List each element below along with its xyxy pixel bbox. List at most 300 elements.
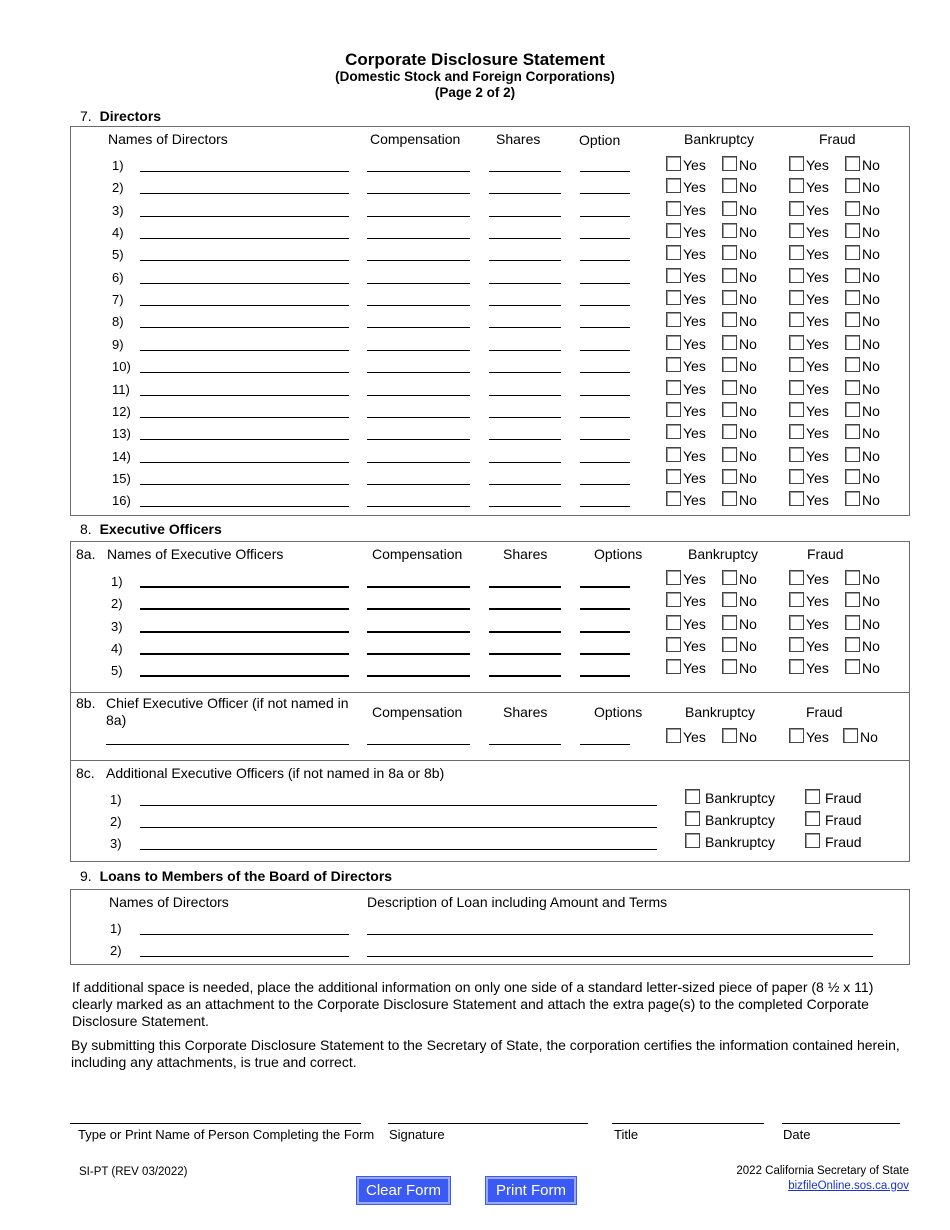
officer-bankruptcy-no-label: No [739, 615, 757, 632]
director-bankruptcy-no-label: No [739, 246, 757, 263]
ceo-bankruptcy-no-checkbox[interactable] [722, 728, 737, 743]
director-fraud-no-checkbox[interactable] [845, 357, 860, 372]
director-fraud-yes-label: Yes [806, 268, 829, 285]
director-shares-field[interactable] [489, 283, 561, 284]
director-bankruptcy-yes-label: Yes [683, 201, 706, 218]
officer-bankruptcy-yes-label: Yes [683, 660, 706, 677]
director-compensation-field[interactable] [367, 260, 470, 261]
copyright: 2022 California Secretary of State [736, 1165, 909, 1177]
director-compensation-field[interactable] [367, 238, 470, 239]
director-bankruptcy-no-label: No [739, 268, 757, 285]
additional-officer-row-number: 1) [110, 792, 122, 807]
director-fraud-yes-checkbox[interactable] [789, 469, 804, 484]
director-bankruptcy-yes-checkbox[interactable] [666, 312, 681, 327]
officer-name-field[interactable] [140, 608, 349, 610]
director-bankruptcy-no-label: No [739, 447, 757, 464]
additional-officer-name-field[interactable] [140, 805, 657, 806]
officer-options-field[interactable] [580, 653, 630, 655]
director-compensation-field[interactable] [367, 305, 470, 306]
director-name-field[interactable] [140, 417, 349, 418]
director-bankruptcy-no-label: No [739, 201, 757, 218]
director-fraud-yes-checkbox[interactable] [789, 312, 804, 327]
officer-bankruptcy-yes-checkbox[interactable] [666, 637, 681, 652]
officers-divider-8c [70, 760, 910, 761]
officer-fraud-no-checkbox[interactable] [845, 637, 860, 652]
officer-fraud-no-checkbox[interactable] [845, 615, 860, 630]
director-option-field[interactable] [580, 506, 630, 507]
director-shares-field[interactable] [489, 238, 561, 239]
director-fraud-yes-label: Yes [806, 492, 829, 509]
additional-officers-title: Additional Executive Officers (if not named in 8a or 8b) [106, 765, 445, 781]
director-fraud-no-checkbox[interactable] [845, 335, 860, 350]
director-fraud-no-label: No [862, 201, 880, 218]
director-row-number: 7) [112, 292, 124, 308]
director-option-field[interactable] [580, 283, 630, 284]
ceo-bankruptcy-yes-checkbox[interactable] [666, 728, 681, 743]
officer-name-field[interactable] [140, 653, 349, 655]
director-option-field[interactable] [580, 216, 630, 217]
director-shares-field[interactable] [489, 216, 561, 217]
officer-bankruptcy-no-label: No [739, 637, 757, 654]
director-compensation-field[interactable] [367, 327, 470, 328]
officer-fraud-no-checkbox[interactable] [845, 659, 860, 674]
director-fraud-no-checkbox[interactable] [845, 491, 860, 506]
director-bankruptcy-no-checkbox[interactable] [722, 312, 737, 327]
ceo-fraud-no-checkbox[interactable] [843, 728, 858, 743]
director-bankruptcy-no-checkbox[interactable] [722, 335, 737, 350]
director-fraud-yes-checkbox[interactable] [789, 178, 804, 193]
director-bankruptcy-yes-checkbox[interactable] [666, 424, 681, 439]
officer-fraud-yes-checkbox[interactable] [789, 592, 804, 607]
director-fraud-no-label: No [862, 268, 880, 285]
directors-names-header: Names of Directors [108, 131, 228, 147]
director-bankruptcy-no-checkbox[interactable] [722, 268, 737, 283]
ceo-options-field[interactable] [580, 744, 630, 745]
director-option-field[interactable] [580, 260, 630, 261]
ceo-compensation-field[interactable] [367, 744, 470, 745]
director-bankruptcy-yes-label: Yes [683, 469, 706, 486]
director-bankruptcy-no-checkbox[interactable] [722, 245, 737, 260]
loan-description-field[interactable] [367, 956, 873, 957]
website-link[interactable]: bizfileOnline.sos.ca.gov [788, 1180, 909, 1192]
director-name-field[interactable] [140, 327, 349, 328]
director-bankruptcy-no-label: No [739, 425, 757, 442]
director-fraud-yes-checkbox[interactable] [789, 268, 804, 283]
officer-fraud-yes-checkbox[interactable] [789, 615, 804, 630]
director-compensation-field[interactable] [367, 171, 470, 172]
director-fraud-no-checkbox[interactable] [845, 402, 860, 417]
loan-director-name-field[interactable] [140, 956, 349, 957]
officer-name-field[interactable] [140, 675, 349, 677]
officers-8c-label: 8c. [76, 765, 95, 781]
officer-options-field[interactable] [580, 631, 630, 633]
directors-section-label: Directors [99, 108, 162, 124]
director-fraud-yes-checkbox[interactable] [789, 335, 804, 350]
title-label: Title [614, 1127, 639, 1142]
director-option-field[interactable] [580, 372, 630, 373]
director-fraud-no-checkbox[interactable] [845, 223, 860, 238]
officer-fraud-yes-checkbox[interactable] [789, 659, 804, 674]
officer-fraud-no-label: No [862, 571, 880, 587]
director-bankruptcy-no-label: No [739, 335, 757, 352]
director-name-field[interactable] [140, 193, 349, 194]
officer-bankruptcy-yes-checkbox[interactable] [666, 659, 681, 674]
director-row-number: 13) [112, 426, 131, 442]
director-bankruptcy-no-label: No [739, 492, 757, 509]
director-compensation-field[interactable] [367, 193, 470, 194]
officer-fraud-no-checkbox[interactable] [845, 570, 860, 585]
director-compensation-field[interactable] [367, 417, 470, 418]
additional-officer-bankruptcy-checkbox[interactable] [685, 833, 700, 848]
director-fraud-yes-label: Yes [806, 224, 829, 241]
additional-officer-fraud-checkbox[interactable] [805, 833, 820, 848]
director-bankruptcy-no-label: No [739, 469, 757, 486]
ceo-bankruptcy-yes-label: Yes [683, 729, 706, 745]
director-fraud-yes-checkbox[interactable] [789, 357, 804, 372]
officer-row-number: 3) [111, 618, 123, 634]
director-fraud-no-checkbox[interactable] [845, 380, 860, 395]
director-fraud-no-label: No [862, 335, 880, 352]
ceo-shares-header: Shares [503, 704, 548, 720]
director-fraud-no-label: No [862, 224, 880, 241]
director-name-field[interactable] [140, 484, 349, 485]
ceo-shares-field[interactable] [489, 744, 561, 745]
director-bankruptcy-yes-checkbox[interactable] [666, 469, 681, 484]
director-shares-field[interactable] [489, 417, 561, 418]
additional-officer-name-field[interactable] [140, 849, 657, 850]
director-option-field[interactable] [580, 193, 630, 194]
director-compensation-field[interactable] [367, 439, 470, 440]
form-title: Corporate Disclosure Statement [345, 50, 605, 69]
officer-options-field[interactable] [580, 586, 630, 588]
director-fraud-no-label: No [862, 380, 880, 397]
director-fraud-yes-label: Yes [806, 425, 829, 442]
director-row-number: 6) [112, 269, 124, 285]
officer-fraud-yes-label: Yes [806, 615, 829, 632]
director-bankruptcy-yes-label: Yes [683, 380, 706, 397]
date-field[interactable] [782, 1123, 900, 1124]
director-name-field[interactable] [140, 305, 349, 306]
director-name-field[interactable] [140, 462, 349, 463]
officer-bankruptcy-yes-checkbox[interactable] [666, 570, 681, 585]
director-bankruptcy-no-checkbox[interactable] [722, 491, 737, 506]
director-fraud-no-label: No [862, 425, 880, 442]
loans-description-header: Description of Loan including Amount and Terms [367, 894, 668, 910]
director-fraud-yes-label: Yes [806, 380, 829, 397]
officer-row-number: 5) [111, 663, 123, 679]
director-bankruptcy-no-checkbox[interactable] [722, 290, 737, 305]
director-option-field[interactable] [580, 305, 630, 306]
director-fraud-yes-label: Yes [806, 313, 829, 330]
director-fraud-yes-checkbox[interactable] [789, 245, 804, 260]
director-bankruptcy-no-checkbox[interactable] [722, 223, 737, 238]
director-bankruptcy-no-label: No [739, 291, 757, 308]
director-name-field[interactable] [140, 506, 349, 507]
officer-bankruptcy-no-checkbox[interactable] [722, 637, 737, 652]
director-fraud-no-checkbox[interactable] [845, 201, 860, 216]
director-fraud-yes-label: Yes [806, 157, 829, 173]
ceo-name-field[interactable] [106, 744, 349, 745]
director-bankruptcy-yes-checkbox[interactable] [666, 223, 681, 238]
director-row-number: 11) [112, 381, 130, 397]
ceo-bankruptcy-no-label: No [739, 729, 757, 745]
director-fraud-no-checkbox[interactable] [845, 447, 860, 462]
director-fraud-yes-label: Yes [806, 402, 829, 419]
ceo-title-line1: Chief Executive Officer (if not named in [106, 695, 349, 711]
additional-officer-bankruptcy-label: Bankruptcy [705, 834, 776, 851]
officer-bankruptcy-no-label: No [739, 571, 757, 587]
officer-shares-field[interactable] [489, 586, 561, 588]
director-bankruptcy-yes-checkbox[interactable] [666, 156, 681, 171]
loans-section-label: Loans to Members of the Board of Directors [99, 868, 393, 884]
officer-shares-field[interactable] [489, 631, 561, 633]
director-option-field[interactable] [580, 417, 630, 418]
director-option-field[interactable] [580, 462, 630, 463]
directors-table [70, 126, 910, 516]
director-bankruptcy-yes-checkbox[interactable] [666, 268, 681, 283]
officer-options-field[interactable] [580, 608, 630, 610]
director-bankruptcy-yes-checkbox[interactable] [666, 402, 681, 417]
ceo-fraud-yes-checkbox[interactable] [789, 728, 804, 743]
director-bankruptcy-yes-checkbox[interactable] [666, 447, 681, 462]
director-shares-field[interactable] [489, 484, 561, 485]
director-name-field[interactable] [140, 260, 349, 261]
page-indicator: (Page 2 of 2) [434, 85, 516, 100]
director-option-field[interactable] [580, 484, 630, 485]
loans-section-number: 9. [80, 868, 92, 884]
officer-bankruptcy-no-checkbox[interactable] [722, 570, 737, 585]
additional-officer-fraud-checkbox[interactable] [805, 811, 820, 826]
officer-bankruptcy-no-checkbox[interactable] [722, 592, 737, 607]
director-fraud-yes-checkbox[interactable] [789, 201, 804, 216]
director-name-field[interactable] [140, 395, 349, 396]
director-bankruptcy-no-label: No [739, 380, 757, 397]
director-compensation-field[interactable] [367, 462, 470, 463]
officer-name-field[interactable] [140, 586, 349, 588]
director-fraud-no-checkbox[interactable] [845, 290, 860, 305]
director-bankruptcy-no-checkbox[interactable] [722, 469, 737, 484]
director-fraud-yes-checkbox[interactable] [789, 402, 804, 417]
officer-compensation-field[interactable] [367, 675, 470, 677]
director-row-number: 15) [112, 470, 131, 486]
director-bankruptcy-yes-checkbox[interactable] [666, 245, 681, 260]
officer-compensation-field[interactable] [367, 631, 470, 633]
director-fraud-yes-checkbox[interactable] [789, 290, 804, 305]
director-bankruptcy-yes-label: Yes [683, 246, 706, 263]
director-compensation-field[interactable] [367, 216, 470, 217]
officer-compensation-field[interactable] [367, 586, 470, 588]
director-shares-field[interactable] [489, 462, 561, 463]
director-bankruptcy-yes-checkbox[interactable] [666, 491, 681, 506]
director-compensation-field[interactable] [367, 506, 470, 507]
clear-form-button[interactable]: Clear Form [357, 1177, 450, 1204]
officer-shares-field[interactable] [489, 653, 561, 655]
director-fraud-yes-checkbox[interactable] [789, 424, 804, 439]
completer-name-label: Type or Print Name of Person Completing the Form [78, 1127, 375, 1142]
officer-row-number: 4) [111, 640, 123, 656]
director-fraud-yes-label: Yes [806, 335, 829, 352]
officers-section-label: Executive Officers [99, 521, 222, 537]
director-bankruptcy-no-label: No [739, 313, 757, 330]
ceo-fraud-header: Fraud [806, 704, 843, 720]
ceo-fraud-yes-label: Yes [806, 729, 829, 745]
director-fraud-no-label: No [862, 157, 880, 173]
director-bankruptcy-yes-checkbox[interactable] [666, 357, 681, 372]
director-shares-field[interactable] [489, 395, 561, 396]
officer-bankruptcy-no-label: No [739, 593, 757, 610]
director-fraud-yes-label: Yes [806, 179, 829, 196]
director-fraud-no-checkbox[interactable] [845, 268, 860, 283]
officer-name-field[interactable] [140, 631, 349, 633]
officer-fraud-no-label: No [862, 593, 880, 610]
officer-fraud-yes-checkbox[interactable] [789, 570, 804, 585]
director-fraud-no-checkbox[interactable] [845, 178, 860, 193]
director-compensation-field[interactable] [367, 350, 470, 351]
director-bankruptcy-yes-checkbox[interactable] [666, 178, 681, 193]
officers-names-header: Names of Executive Officers [107, 546, 284, 562]
director-name-field[interactable] [140, 350, 349, 351]
director-bankruptcy-no-checkbox[interactable] [722, 402, 737, 417]
director-row-number: 2) [112, 180, 124, 196]
director-bankruptcy-yes-checkbox[interactable] [666, 380, 681, 395]
director-bankruptcy-no-checkbox[interactable] [722, 357, 737, 372]
director-shares-field[interactable] [489, 171, 561, 172]
additional-officer-fraud-label: Fraud [825, 834, 862, 851]
director-bankruptcy-no-checkbox[interactable] [722, 156, 737, 171]
director-option-field[interactable] [580, 327, 630, 328]
print-form-button[interactable]: Print Form [486, 1177, 576, 1204]
director-compensation-field[interactable] [367, 372, 470, 373]
director-shares-field[interactable] [489, 260, 561, 261]
director-shares-field[interactable] [489, 372, 561, 373]
officer-bankruptcy-yes-checkbox[interactable] [666, 592, 681, 607]
officer-fraud-yes-label: Yes [806, 593, 829, 610]
director-compensation-field[interactable] [367, 395, 470, 396]
officer-fraud-no-label: No [862, 637, 880, 654]
additional-officer-bankruptcy-checkbox[interactable] [685, 811, 700, 826]
officer-bankruptcy-yes-checkbox[interactable] [666, 615, 681, 630]
director-bankruptcy-no-checkbox[interactable] [722, 178, 737, 193]
director-name-field[interactable] [140, 238, 349, 239]
director-bankruptcy-no-checkbox[interactable] [722, 201, 737, 216]
director-bankruptcy-no-label: No [739, 179, 757, 196]
date-label: Date [783, 1127, 811, 1142]
additional-officer-fraud-checkbox[interactable] [805, 789, 820, 804]
officer-bankruptcy-yes-label: Yes [683, 615, 706, 632]
directors-option-header: Option [579, 132, 621, 148]
additional-officer-bankruptcy-checkbox[interactable] [685, 789, 700, 804]
director-bankruptcy-yes-checkbox[interactable] [666, 335, 681, 350]
director-bankruptcy-no-checkbox[interactable] [722, 447, 737, 462]
director-name-field[interactable] [140, 439, 349, 440]
directors-section-title [80, 108, 161, 124]
loan-row-number: 2) [110, 943, 122, 958]
loan-description-field[interactable] [367, 934, 873, 935]
director-name-field[interactable] [140, 283, 349, 284]
signature-label: Signature [389, 1127, 445, 1142]
director-bankruptcy-no-checkbox[interactable] [722, 380, 737, 395]
director-option-field[interactable] [580, 395, 630, 396]
loan-director-name-field[interactable] [140, 934, 349, 935]
signature-field[interactable] [388, 1123, 588, 1124]
director-fraud-no-checkbox[interactable] [845, 312, 860, 327]
ceo-title-line2: 8a) [106, 712, 127, 728]
officer-shares-field[interactable] [489, 608, 561, 610]
title-field[interactable] [612, 1123, 764, 1124]
director-option-field[interactable] [580, 171, 630, 172]
officer-fraud-yes-checkbox[interactable] [789, 637, 804, 652]
officer-options-field[interactable] [580, 675, 630, 677]
ceo-fraud-no-label: No [860, 729, 878, 745]
director-bankruptcy-yes-checkbox[interactable] [666, 290, 681, 305]
director-fraud-yes-label: Yes [806, 246, 829, 263]
director-bankruptcy-no-checkbox[interactable] [722, 424, 737, 439]
director-shares-field[interactable] [489, 305, 561, 306]
officer-bankruptcy-no-checkbox[interactable] [722, 615, 737, 630]
director-shares-field[interactable] [489, 350, 561, 351]
director-fraud-no-label: No [862, 291, 880, 308]
director-fraud-yes-checkbox[interactable] [789, 223, 804, 238]
ceo-bankruptcy-header: Bankruptcy [685, 704, 756, 720]
additional-officer-name-field[interactable] [140, 827, 657, 828]
director-fraud-yes-checkbox[interactable] [789, 380, 804, 395]
director-fraud-yes-checkbox[interactable] [789, 447, 804, 462]
form-subtitle: (Domestic Stock and Foreign Corporations) [335, 69, 615, 84]
director-name-field[interactable] [140, 372, 349, 373]
director-row-number: 4) [112, 225, 124, 241]
director-fraud-no-checkbox[interactable] [845, 156, 860, 171]
director-fraud-yes-label: Yes [806, 291, 829, 308]
director-fraud-no-label: No [862, 447, 880, 464]
ceo-options-header: Options [594, 704, 643, 720]
officers-options-header: Options [594, 546, 643, 562]
director-option-field[interactable] [580, 350, 630, 351]
officer-bankruptcy-no-label: No [739, 660, 757, 677]
officer-fraud-no-checkbox[interactable] [845, 592, 860, 607]
director-compensation-field[interactable] [367, 283, 470, 284]
director-fraud-no-checkbox[interactable] [845, 424, 860, 439]
director-shares-field[interactable] [489, 193, 561, 194]
officer-fraud-yes-label: Yes [806, 660, 829, 677]
additional-space-note: If additional space is needed, place the additional information on only one side of a standard letter-sized piece of paper (8 ½ x 11) clearly marked as an attachment to the Corporate Disclosure Statement and attach the extra page(s) to the completed Corporate Disclosure Statement. [72, 979, 874, 1029]
officers-section-number: 8. [80, 521, 92, 537]
director-option-field[interactable] [580, 238, 630, 239]
completer-name-field[interactable] [70, 1123, 361, 1124]
director-fraud-no-label: No [862, 492, 880, 509]
director-fraud-yes-checkbox[interactable] [789, 156, 804, 171]
director-option-field[interactable] [580, 439, 630, 440]
director-bankruptcy-yes-label: Yes [683, 425, 706, 442]
director-compensation-field[interactable] [367, 484, 470, 485]
director-fraud-yes-checkbox[interactable] [789, 491, 804, 506]
officer-bankruptcy-no-checkbox[interactable] [722, 659, 737, 674]
officer-compensation-field[interactable] [367, 608, 470, 610]
director-fraud-no-checkbox[interactable] [845, 245, 860, 260]
officer-fraud-yes-label: Yes [806, 637, 829, 654]
director-bankruptcy-yes-checkbox[interactable] [666, 201, 681, 216]
director-row-number: 8) [112, 314, 124, 330]
director-name-field[interactable] [140, 216, 349, 217]
loans-section-title [80, 868, 392, 884]
director-shares-field[interactable] [489, 327, 561, 328]
officer-compensation-field[interactable] [367, 653, 470, 655]
director-name-field[interactable] [140, 171, 349, 172]
director-shares-field[interactable] [489, 506, 561, 507]
director-fraud-no-checkbox[interactable] [845, 469, 860, 484]
directors-fraud-header: Fraud [819, 131, 856, 147]
officer-shares-field[interactable] [489, 675, 561, 677]
director-shares-field[interactable] [489, 439, 561, 440]
